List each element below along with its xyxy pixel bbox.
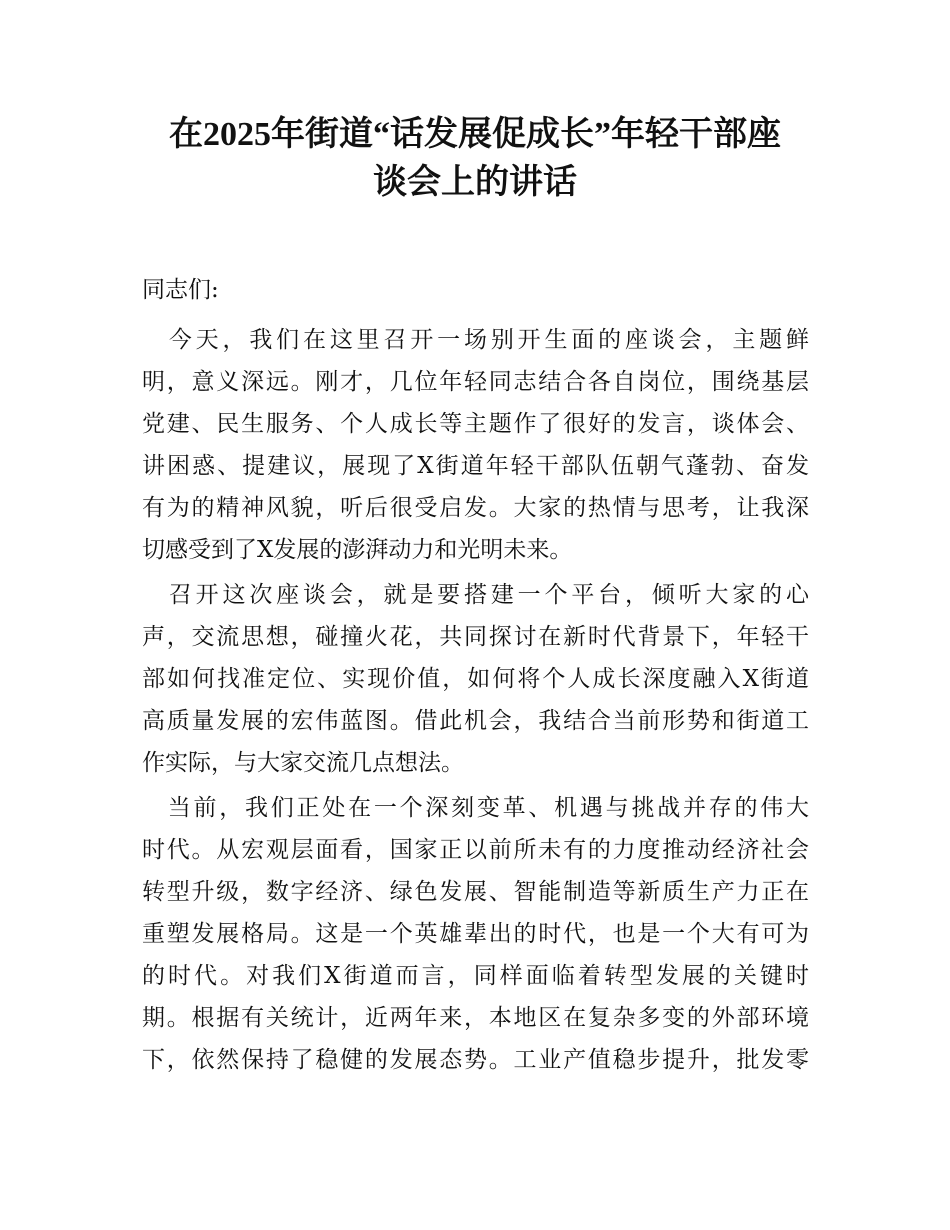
paragraph (142, 574, 809, 784)
paragraph-line: 召开这次座谈会，就是要搭建一个平台，倾听大家的心 (142, 582, 809, 608)
paragraph-line: 转型升级，数字经济、绿色发展、智能制造等新质生产力正在 (142, 879, 809, 905)
paragraph-line: 下，依然保持了稳健的发展态势。工业产值稳步提升，批发零 (142, 1047, 809, 1073)
document-body (142, 269, 809, 1081)
paragraph-line: 当前，我们正处在一个深刻变革、机遇与挑战并存的伟大 (142, 795, 809, 821)
paragraph-line: 明，意义深远。刚才，几位年轻同志结合各自岗位，围绕基层 (142, 369, 809, 395)
paragraph-line: 期。根据有关统计，近两年来，本地区在复杂多变的外部环境 (142, 1005, 809, 1031)
paragraph-line: 作实际，与大家交流几点想法。 (142, 750, 464, 776)
paragraph-line: 的时代。对我们X街道而言，同样面临着转型发展的关键时 (142, 963, 809, 989)
paragraph-line: 部如何找准定位、实现价值，如何将个人成长深度融入X街道 (142, 666, 809, 692)
paragraph-line: 党建、民生服务、个人成长等主题作了很好的发言，谈体会、 (142, 411, 809, 437)
paragraph-line: 高质量发展的宏伟蓝图。借此机会，我结合当前形势和街道工 (142, 708, 809, 734)
paragraph-line: 有为的精神风貌，听后很受启发。大家的热情与思考，让我深 (142, 495, 809, 521)
title-line-1: 在2025年街道“话发展促成长”年轻干部座 (169, 116, 781, 153)
paragraph (142, 319, 809, 571)
paragraph (142, 787, 809, 1081)
paragraph-line: 今天，我们在这里召开一场别开生面的座谈会，主题鲜 (142, 327, 809, 353)
document-title (100, 111, 850, 207)
title-line-2: 谈会上的讲话 (373, 164, 577, 201)
paragraph-line: 切感受到了X发展的澎湃动力和光明未来。 (142, 537, 573, 563)
greeting: 同志们: (142, 277, 219, 303)
paragraph-line: 时代。从宏观层面看，国家正以前所未有的力度推动经济社会 (142, 837, 809, 863)
paragraph-line: 重塑发展格局。这是一个英雄辈出的时代，也是一个大有可为 (142, 921, 809, 947)
paragraph-line: 声，交流思想，碰撞火花，共同探讨在新时代背景下，年轻干 (142, 624, 809, 650)
paragraph-line: 讲困惑、提建议，展现了X街道年轻干部队伍朝气蓬勃、奋发 (142, 453, 809, 479)
